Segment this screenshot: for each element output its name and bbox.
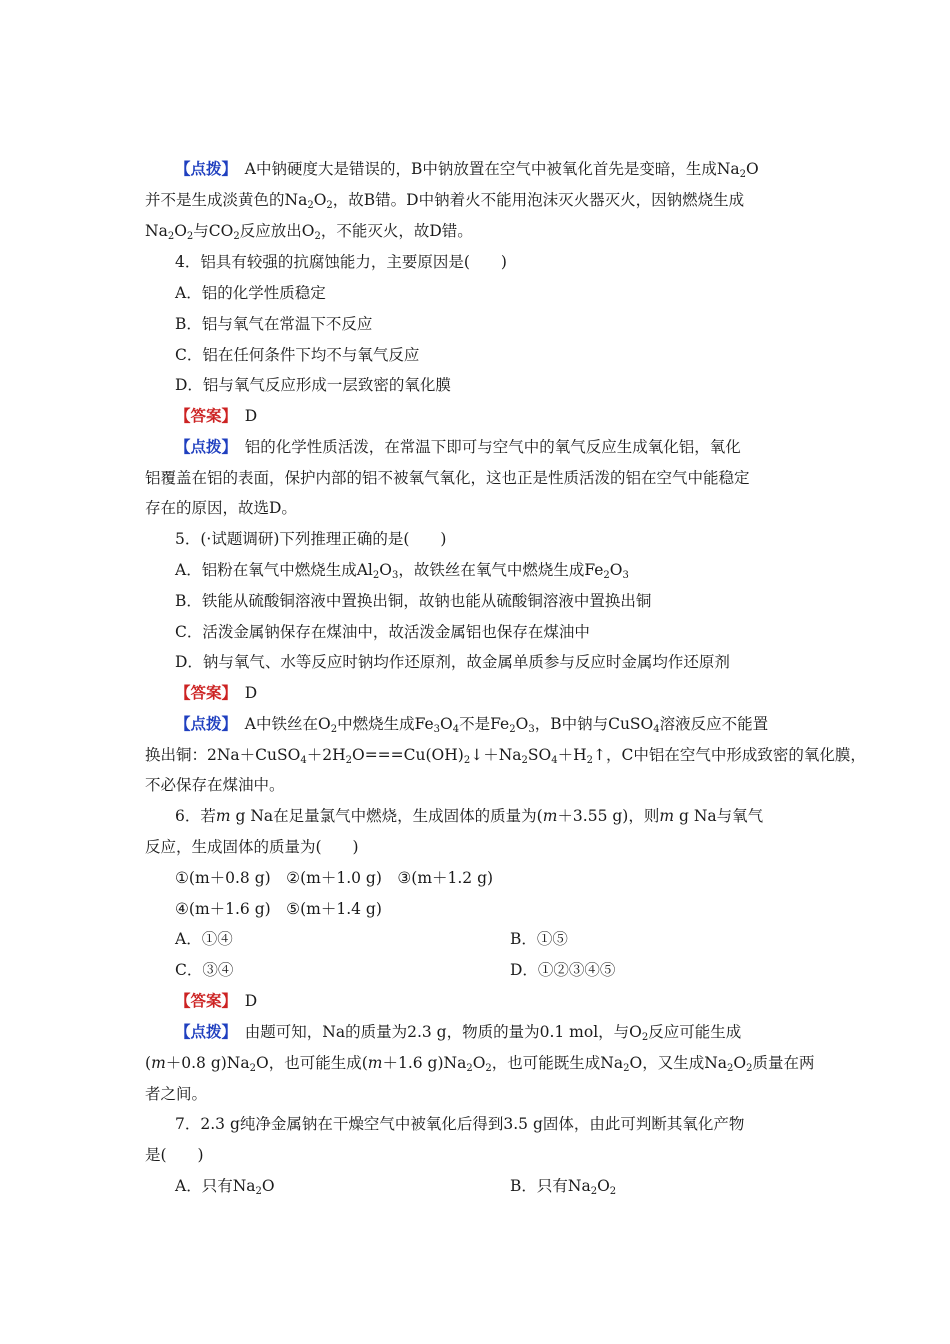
subscript: 2 bbox=[255, 1186, 262, 1197]
q4-stem: 4．铝具有较强的抗腐蚀能力，主要原因是( ) bbox=[175, 253, 507, 271]
q4-hint-line-2: 铝覆盖在铝的表面，保护内部的铝不被氧气氧化，这也正是性质活泼的铝在空气中能稳定 bbox=[145, 469, 750, 487]
text: 反应可能生成 bbox=[648, 1023, 742, 1041]
q5-option-d: D．钠与氧气、水等反应时钠均作还原剂，故金属单质参与反应时金属均作还原剂 bbox=[175, 653, 730, 671]
answer-label: 【答案】 bbox=[175, 683, 230, 702]
text: ↑，C中铝在空气中形成致密的氧化膜， bbox=[592, 746, 866, 764]
q5-option-c: C．活泼金属钠保存在煤油中，故活泼金属铝也保存在煤油中 bbox=[175, 623, 590, 641]
q7-stem-line-1: 7．2.3 g纯净金属钠在干燥空气中被氧化后得到3.5 g固体，由此可判断其氧化产物 bbox=[175, 1115, 745, 1133]
subscript: 2 bbox=[186, 231, 194, 242]
answer-value: D bbox=[244, 684, 258, 702]
q6-choices-line-2: ④(m＋1.6 g) ⑤(m＋1.4 g) bbox=[175, 900, 382, 918]
text: O bbox=[440, 715, 453, 733]
q5-option-a bbox=[175, 560, 840, 580]
variable: m bbox=[542, 807, 558, 825]
text: ，也可能既生成Na bbox=[491, 1054, 624, 1072]
subscript: 2 bbox=[739, 169, 747, 180]
text: 溶液反应不能置 bbox=[659, 715, 769, 733]
q6-stem-line-2: 反应，生成固体的质量为( ) bbox=[145, 838, 359, 856]
text: 不是Fe bbox=[459, 715, 510, 733]
hint-label: 【点拨】 bbox=[175, 159, 230, 178]
answer-label: 【答案】 bbox=[175, 991, 230, 1010]
subscript: 2 bbox=[345, 755, 352, 766]
q5-answer bbox=[175, 683, 840, 703]
text: O bbox=[733, 1054, 747, 1072]
subscript: 3 bbox=[622, 570, 629, 581]
subscript: 2 bbox=[326, 200, 333, 211]
q6-answer bbox=[175, 991, 840, 1011]
text: 6．若 bbox=[175, 807, 216, 825]
subscript: 2 bbox=[609, 1186, 617, 1197]
text: ，故铁丝在氧气中燃烧生成Fe bbox=[398, 561, 604, 579]
q6-option-c: C．③④ bbox=[175, 961, 234, 979]
text: O===Cu(OH) bbox=[351, 746, 464, 764]
q6-choices-line-1: ①(m＋0.8 g) ②(m＋1.0 g) ③(m＋1.2 g) bbox=[175, 869, 494, 887]
subscript: 2 bbox=[521, 755, 528, 766]
text: g Na在足量氯气中燃烧，生成固体的质量为( bbox=[230, 807, 543, 825]
q7-options-row-1 bbox=[175, 1176, 840, 1196]
subscript: 2 bbox=[466, 1063, 473, 1074]
variable: m bbox=[659, 807, 675, 825]
q6-options-row-1 bbox=[175, 929, 840, 949]
subscript: 2 bbox=[641, 1032, 649, 1043]
answer-label: 【答案】 bbox=[175, 406, 230, 425]
answer-value: D bbox=[244, 992, 258, 1010]
q7-option-b bbox=[510, 1176, 616, 1196]
text: 反应放出O bbox=[239, 222, 315, 240]
text: B．只有Na bbox=[510, 1177, 591, 1195]
subscript: 2 bbox=[485, 1063, 492, 1074]
q7-option-a bbox=[175, 1177, 275, 1195]
subscript: 2 bbox=[314, 231, 321, 242]
q4-hint-line-1 bbox=[175, 437, 840, 457]
text: 质量在两 bbox=[752, 1054, 815, 1072]
q6-stem-line-1 bbox=[175, 806, 840, 826]
subscript: 2 bbox=[603, 570, 610, 581]
text: 与CO bbox=[193, 222, 234, 240]
q5-hint-line-3: 不必保存在煤油中。 bbox=[145, 776, 285, 794]
text: O bbox=[313, 191, 327, 209]
subscript: 2 bbox=[586, 755, 593, 766]
q3-hint-line-3 bbox=[145, 221, 810, 241]
q4-hint-line-3: 存在的原因，故选D。 bbox=[145, 499, 297, 517]
hint-label: 【点拨】 bbox=[175, 1022, 230, 1041]
text: 铝的化学性质活泼，在常温下即可与空气中的氧气反应生成氧化铝，氧化 bbox=[244, 438, 741, 456]
text: A中钠硬度大是错误的，B中钠放置在空气中被氧化首先是变暗，生成Na bbox=[244, 160, 740, 178]
answer-value: D bbox=[244, 407, 258, 425]
text: 中燃烧生成Fe bbox=[337, 715, 434, 733]
q6-hint-line-3: 者之间。 bbox=[145, 1085, 208, 1103]
subscript: 2 bbox=[727, 1063, 734, 1074]
q3-hint-line-1 bbox=[175, 159, 840, 179]
text: ＋0.8 g)Na bbox=[165, 1054, 250, 1072]
subscript: 4 bbox=[300, 755, 307, 766]
subscript: 2 bbox=[509, 724, 516, 735]
q6-option-d: D．①②③④⑤ bbox=[510, 961, 616, 979]
subscript: 2 bbox=[746, 1063, 753, 1074]
q4-option-c: C．铝在任何条件下均不与氧气反应 bbox=[175, 346, 420, 364]
text: A．铝粉在氧气中燃烧生成Al bbox=[175, 561, 373, 579]
q4-answer bbox=[175, 406, 840, 426]
text: ，故B错。D中钠着火不能用泡沫灭火器灭火，因钠燃烧生成 bbox=[332, 191, 745, 209]
hint-label: 【点拨】 bbox=[175, 714, 230, 733]
text: O bbox=[746, 160, 759, 178]
subscript: 2 bbox=[167, 231, 175, 242]
text: ＋2H bbox=[306, 746, 346, 764]
subscript: 3 bbox=[528, 724, 535, 735]
text: O bbox=[609, 561, 623, 579]
subscript: 2 bbox=[307, 200, 314, 211]
q6-option-a: A．①④ bbox=[175, 930, 233, 948]
text: O bbox=[174, 222, 187, 240]
q6-hint-line-1 bbox=[175, 1022, 840, 1042]
subscript: 4 bbox=[653, 724, 660, 735]
text: ( bbox=[145, 1054, 152, 1072]
text: O bbox=[515, 715, 529, 733]
text: ＋1.6 g)Na bbox=[382, 1054, 467, 1072]
text: 并不是生成淡黄色的Na bbox=[145, 191, 308, 209]
text: O bbox=[379, 561, 392, 579]
text: ↓＋Na bbox=[470, 746, 522, 764]
text: ，B中钠与CuSO bbox=[534, 715, 654, 733]
q5-hint-line-2 bbox=[145, 745, 866, 766]
variable: m bbox=[151, 1054, 166, 1072]
subscript: 2 bbox=[463, 755, 471, 766]
q4-option-d: D．铝与氧气反应形成一层致密的氧化膜 bbox=[175, 376, 451, 394]
text: 由题可知，Na的质量为2.3 g，物质的量为0.1 mol，与O bbox=[244, 1023, 642, 1041]
q3-hint-line-2 bbox=[145, 190, 810, 210]
subscript: 3 bbox=[433, 724, 441, 735]
subscript: 2 bbox=[590, 1186, 598, 1197]
text: SO bbox=[527, 746, 552, 764]
subscript: 2 bbox=[623, 1063, 630, 1074]
text: A中铁丝在O bbox=[244, 715, 331, 733]
text: ＋H bbox=[557, 746, 587, 764]
variable: m bbox=[367, 1054, 383, 1072]
variable: m bbox=[215, 807, 231, 825]
q5-option-b: B．铁能从硫酸铜溶液中置换出铜，故钠也能从硫酸铜溶液中置换出铜 bbox=[175, 592, 652, 610]
q5-stem: 5．(·试题调研)下列推理正确的是( ) bbox=[175, 530, 447, 548]
subscript: 2 bbox=[372, 570, 380, 581]
text: ，不能灭火，故D错。 bbox=[320, 222, 473, 240]
text: O bbox=[261, 1177, 275, 1195]
text: O，也可能生成( bbox=[256, 1054, 368, 1072]
subscript: 2 bbox=[330, 724, 338, 735]
subscript: 4 bbox=[551, 755, 558, 766]
text: O bbox=[472, 1054, 486, 1072]
q6-options-row-2 bbox=[175, 960, 840, 980]
subscript: 2 bbox=[249, 1063, 256, 1074]
q4-option-b: B．铝与氧气在常温下不反应 bbox=[175, 315, 373, 333]
q4-option-a: A．铝的化学性质稳定 bbox=[175, 284, 326, 302]
subscript: 4 bbox=[452, 724, 460, 735]
q6-option-b: B．①⑤ bbox=[510, 930, 568, 948]
text: ＋3.55 g)，则 bbox=[557, 807, 660, 825]
text: A．只有Na bbox=[175, 1177, 256, 1195]
q6-hint-line-2 bbox=[145, 1053, 815, 1074]
text: O，又生成Na bbox=[629, 1054, 727, 1072]
text: Na bbox=[145, 222, 168, 240]
text: 换出铜：2Na＋CuSO bbox=[145, 746, 301, 764]
text: O bbox=[597, 1177, 610, 1195]
q7-stem-line-2: 是( ) bbox=[145, 1146, 204, 1164]
q5-hint-line-1 bbox=[175, 714, 840, 734]
text: g Na与氧气 bbox=[674, 807, 764, 825]
subscript: 3 bbox=[391, 570, 399, 581]
subscript: 2 bbox=[233, 231, 240, 242]
hint-label: 【点拨】 bbox=[175, 437, 230, 456]
